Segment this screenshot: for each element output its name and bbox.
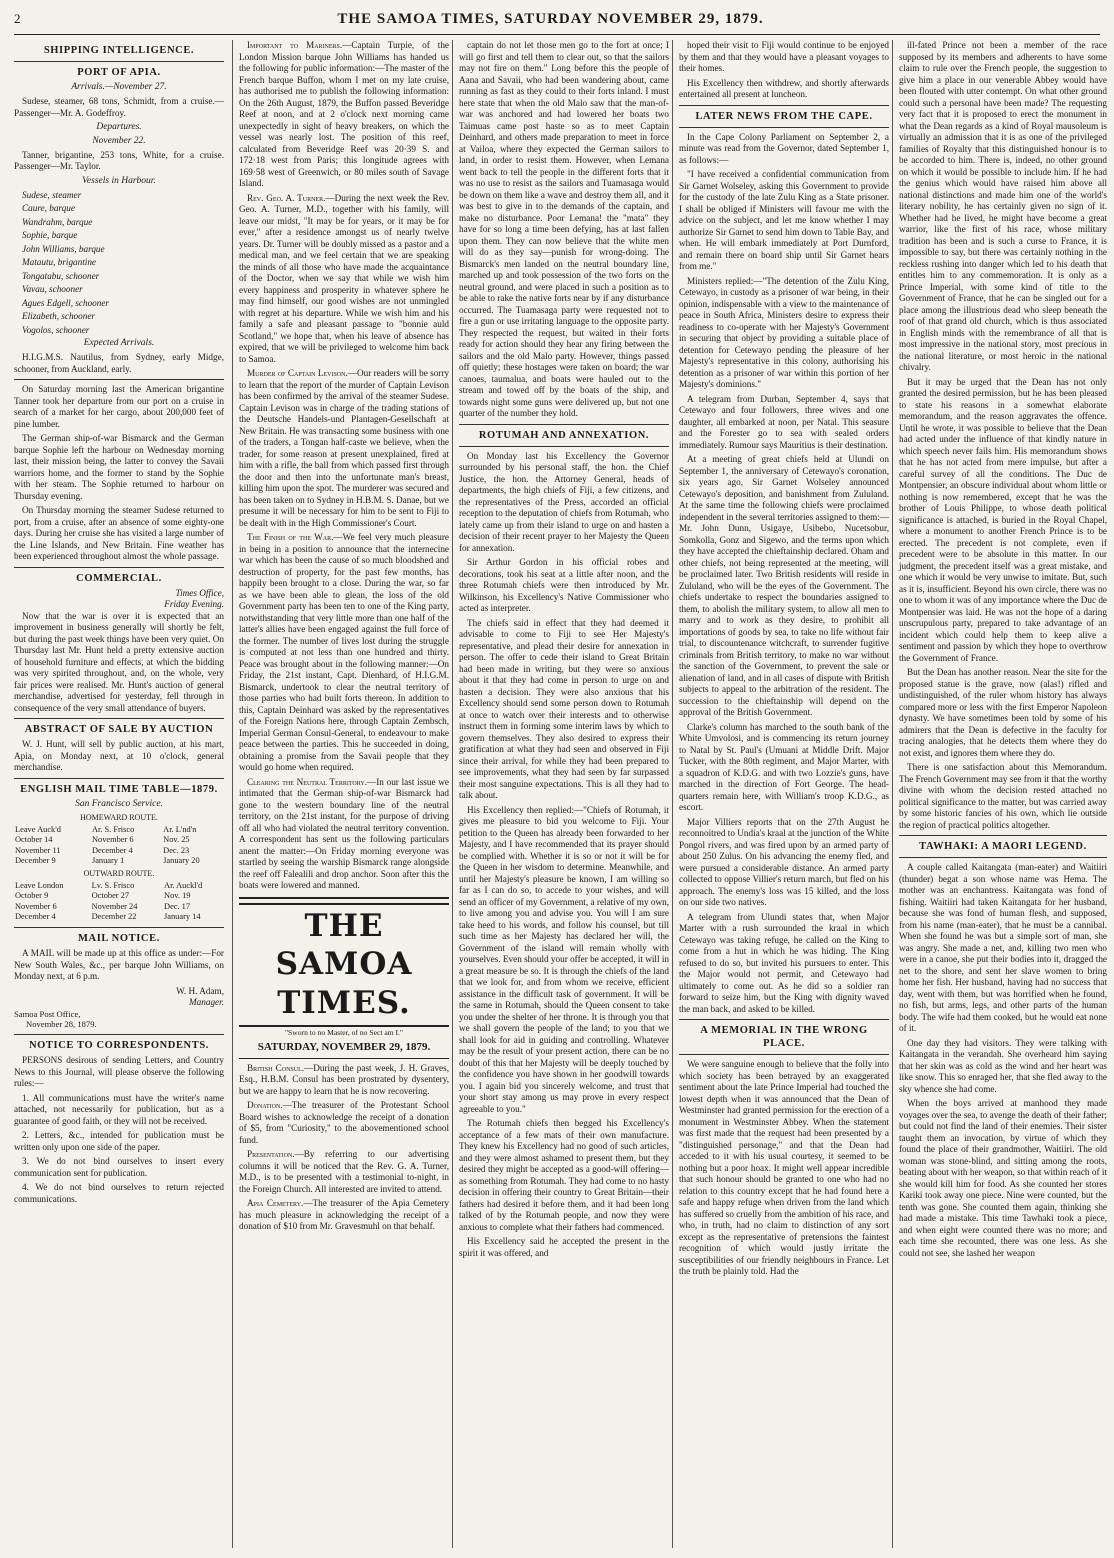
memorial-paragraph: ill-fated Prince not been a member of the race supposed by its members and adherents to have some claim to rule over the French people, the suggestion to give him a place in our venerable Abbey would have been flouted with utter contempt. On what other ground could such a personal have been made? The requesting very fact that it is proposed to erect the monument in what the Dean regards as a kind of Royal mausoleum is virtually an admission that it is as one of the privileged families of Royalty that this distinguished honour is to be accorded to him. There is, indeed, no other ground on which it would be possible to include him. If he had the genius which would have raised him above all national distinctions and made him one of the world's literary nobility, he has certainly given no sign of it. Whether had he lived, he might have become a great warrior, like the first of his race, whose military tradition has been and is such a curse to France, it is impossible to say, but there was certainly nothing in the reckless rushing into danger which led to his death that entitles him to any commemoration. It is only as a Prince Imperial, with some kind of title to the Government of France, that he can be singled out for a place among the illustrious dead who sleep beneath the roof of that grand old church, which is thus associated in English minds with the remembrance of all that is most impressive in the national story, most precious in the national literature, or most heroic in the national chivalry. [899, 40, 1107, 372]
column-2 [232, 40, 449, 1548]
shipping-heading: SHIPPING INTELLIGENCE. [43, 45, 195, 56]
donation-heading: Donation. [247, 1100, 283, 1111]
running-title: THE SAMOA TIMES, SATURDAY NOVEMBER 29, 1879. [337, 10, 764, 27]
table-cell: Nov. 25 [163, 835, 190, 845]
homeward-route: HOMEWARD ROUTE. [80, 812, 158, 822]
correspondents-intro: PERSONS desirous of sending Letters, and Country News to this Journal, will please observe the following rules:— [14, 1055, 224, 1089]
turner-text: —During the next week the Rev. Geo. A. Turner, M.D., together with his family, will leave our midst, "It may be for years, or it may be for ever," after a residence amongst us of nearly twelve years. Dr. Turner will be doubly missed as a pastor and a medical man, and we feel certain that we are speaking the minds of all those who have made the acquaintance of the Doctor, when we say that while we wish him every happiness and prosperity in whatever sphere he may find himself, our good wishes are not unmingled with regret at his departure. While we wish him and his family a safe and pleasant passage to "bonnie auld Scotland," we hope that, when his leave of absence has expired, that we will be privileged to welcome him back to Samoa. [239, 192, 449, 364]
masthead-date: SATURDAY, NOVEMBER 29, 1879. [239, 1041, 449, 1059]
rotumah-paragraph: His Excellency said he accepted the present in the spirit it was offered, and [459, 1236, 669, 1258]
masthead-motto: "Sworn to no Master, of no Sect am I." [284, 1027, 404, 1037]
table-header-cell: Leave Auck'd [15, 824, 61, 834]
vessel-item: Sudese, steamer [22, 189, 82, 200]
table-cell: December 22 [91, 912, 137, 922]
table-cell: October 9 [15, 891, 49, 901]
mariners-heading: Important to Mariners. [247, 40, 343, 50]
mail-notice-title: Manager. [189, 997, 224, 1007]
table-cell: November 24 [91, 901, 138, 911]
rotumah-heading: ROTUMAH AND ANNEXATION. [478, 429, 650, 441]
table-header-cell: Ar. L'nd'n [163, 824, 197, 834]
table-row [14, 856, 224, 867]
donation-text: —The treasurer of the Protestant School Board wishes to acknowledge the receipt of a donation of $5, from "Curiosity," to the abovementioned school fund. [239, 1100, 449, 1145]
presentation-text: —By referring to our advertising columns it will be noticed that the Rev. G. A. Turner, M.D., is to be presented with a testimonial to-night, in the Foreign Church. All interested are invited to attend. [239, 1149, 449, 1194]
vessels-heading: Vessels in Harbour. [82, 175, 156, 186]
departures-heading: Departures. [96, 122, 142, 133]
cape-paragraph: Clarke's column has marched to the south bank of the White Umvolosi, and is commencing its return journey to Natal by St. Paul's (Umuani at Middle Drift. Major Tucker, with the 80th regiment, and Major Marter, with a squadron of K.D.G. and with two Lozzie's guns, have marched in the direction of Fort George. The head-quarters remain here, with William's troop K.D.G., as escort. [679, 721, 889, 813]
outward-route: OUTWARD ROUTE. [83, 868, 155, 878]
tawhaki-paragraph: One day they had visitors. They were talking with Kaitangata in the verandah. She overheard him saying that her skin was as cold as the wind and her heart was like snow. This so enraged her, that she fled away to the sky whence she had come. [899, 1037, 1107, 1094]
cape-paragraph: A telegram from Durban, September 4, says that Cetewayo and four followers, three wives and one daughter, all embarked at noon, per Natal. This seasure and the Forester go to sea with sealed orders immediately. Rumour says Mauritius is their destination. [679, 393, 889, 450]
table-header-cell: Leave London [15, 880, 64, 890]
cape-heading: LATER NEWS FROM THE CAPE. [695, 110, 873, 122]
expected-text: H.I.G.M.S. Nautilus, from Sydney, early Midge, schooner, from Auckland, early. [14, 352, 224, 374]
table-row [14, 846, 224, 857]
table-cell: November 11 [15, 845, 61, 855]
auction-heading: ABSTRACT OF SALE BY AUCTION [24, 724, 214, 736]
vessel-item: Elizabeth, schooner [22, 311, 95, 322]
table-cell: Nov. 19 [164, 891, 191, 901]
shipping-paragraph: On Saturday morning last the American brigantine Tanner took her departure from our port on a cruise in search of a market for her cargo, about 200,000 feet of pine lumber. [14, 384, 224, 429]
correspondents-rule: 3. We do not bind ourselves to insert every communication sent for publication. [14, 1156, 224, 1178]
murder-heading: Murder of Captain Levison. [247, 368, 348, 378]
commercial-office: Times Office, [175, 587, 224, 598]
mail-notice-heading: MAIL NOTICE. [78, 932, 160, 944]
cape-paragraph: At a meeting of great chiefs held at Ulundi on September 1, the anniversary of Cetewayo's coronation, six years ago, Sir Garnet Wolseley announced Cetewayo's deposition, and banishment from Zululand. At the same time the following chiefs were proclaimed independent in the several territories assigned to them:—Mr. John Dunn, Usigaye, Usibebo, Nucetsobur, Somkolla, Gonz and Sigewo, and the terms upon which they have accepted the chieftainship declared. Oham and other chiefs, not being represented at the meeting, will be proclaimed later. Two British residents will reside in Zululand, who will be the eyes of the Government. The chiefs undertake to respect the boundaries assigned to them, to abolish the military system, to allow all men to marry and to work as they desire, to prohibit all importations of goods by sea, to take no life without fair trial, to discountenance witchcraft, to surrender fugitive criminals from British territory, to make no war without the sanction of the Government, to prevent the sale or alienation of land, and in all cases of dispute with British subjects to appeal to the arbitration of the resident. The succession to the chieftainship will depend on the approval of the British Government. [679, 454, 889, 718]
table-header-cell: Lv. S. Frisco [91, 880, 135, 890]
arrivals-heading: Arrivals.—November 27. [71, 82, 167, 93]
cemetery-heading: Apia Cemetery. [247, 1198, 304, 1209]
table-header-row [14, 881, 224, 892]
departures-date: November 22. [92, 136, 146, 146]
page-number: 2 [14, 11, 21, 26]
vessel-item: Caure, barque [22, 203, 75, 214]
memorial-paragraph: But the Dean has another reason. Near the site for the proposed statue is the grave, now (alas!) rifled and undistinguished, of the ruler whom history has always compared more or less with the first Emperor Napoleon dynasty. We have sometimes been told by some of his admirers that the Dean is defective in the faculty for tracing analogies, that he detects them where they do not exist, and ignores them where they do. [899, 667, 1107, 758]
commercial-text: Now that the war is over it is expected that an improvement in business generally will shortly be felt, but during the past week things have been very quiet. On Thursday last Mr. Hunt held a pretty extensive auction of household furniture and effects, at which the bidding was very spirited throughout, and, on the whole, very fair prices were realised. Mr. Hunt's auction of general merchandise, advertised for yesterday, fell through in consequence of the very small attendance of buyers. [14, 610, 224, 713]
correspondents-rule: 1. All communications must have the writer's name attached, not necessarily for publication, but as a guarantee of good faith, or they will not be received. [14, 1092, 224, 1126]
table-row [14, 912, 224, 923]
port-heading: PORT OF APIA. [77, 67, 161, 79]
vessel-item: Vogolos, schooner [22, 324, 90, 335]
table-row [14, 891, 224, 902]
expected-heading: Expected Arrivals. [83, 338, 155, 349]
homeward-table [14, 825, 224, 867]
consul-heading: British Consul. [247, 1062, 305, 1073]
table-cell: Dec. 17 [164, 901, 191, 911]
table-cell: December 4 [15, 912, 56, 922]
table-cell: January 1 [91, 856, 125, 866]
memorial-heading: A MEMORIAL IN THE WRONG PLACE. [700, 1025, 868, 1050]
table-cell: November 6 [91, 835, 134, 845]
table-header-cell: Ar. S. Frisco [91, 824, 135, 834]
vessels-list [14, 190, 224, 337]
vessel-item: Wandrahm, barque [22, 216, 93, 227]
rotumah-paragraph: Sir Arthur Gordon in his official robes and decorations, took his seat at a little after noon, and the three Rotumah chiefs were then introduced by Mr. Wilkinson, his Excellency's Native Commissioner who acted as interpreter. [459, 557, 669, 614]
rotumah-continued: hoped their visit to Fiji would continue to be enjoyed by them and that they would have a pleasant voyages to their homes. [679, 40, 889, 73]
vessel-item: Matautu, brigantine [22, 257, 97, 268]
rotumah-paragraph: His Excellency then replied:—"Chiefs of Rotumah, it gives me pleasure to bid you welcome to Fiji. Your petition to the Queen has already been forwarded to her Majesty, and I have recommended that its prayer should be complied with. Whether it is so or not it will be for the Queen in her wisdom to determine. Meanwhile, and until her Majesty's pleasure be known, I am willing so far as I can do so, to accede to your wishes, and will send an officer of my Government, a relative of my own, to live among you and advise you. You will I am sure take heed to his words, and follow his counsel, but till such time as her Majesty has declared her will, the Government of the island will remain wholly with yourselves. Even should your offer be accepted, it will in a great measure be so. It is through the chiefs of the land that we look for, and from whom we receive, efficient assistance in the difficult task of government. It will be the same in Rotumah, should the Queen consent to take you under the shelter of her throne. It is through you that we shall govern the people of the land; to you that we shall look for aid in guiding and controlling. Whatever may be the result of your present action, there can be no doubt of this that her Majesty will be deeply touched by the confidence you have shown in her goodwill towards you. I again bid you sincerely welcome, and trust that your short stay among us may prove in every respect agreeable to you." [459, 804, 669, 1114]
table-cell: October 27 [91, 891, 130, 901]
masthead-title: THE SAMOA TIMES. [239, 903, 449, 1027]
clearing-text: —In our last issue we intimated that the German ship-of-war Bismarck had gone to the western boundary line of the neutral territory, on the 21st instant, for the purpose of driving off all who had violated the neutral territory convention. A correspondent has sent us the following particulars anent the matter:—On Friday morning everyone was startled by seeing the warship Bismarck range alongside the reef off Falealili and drop anchor. Soon after this the boats were lowered and manned. [239, 776, 449, 890]
auction-text: W. J. Hunt, will sell by public auction, at his mart, Apia, on Monday next, at 10 o'clock, general merchandise. [14, 739, 224, 773]
cape-paragraph: In the Cape Colony Parliament on September 2, a minute was read from the Governor, dated September 1, as follows:— [679, 131, 889, 165]
cape-paragraph: A telegram from Ulundi states that, when Major Marter with a rush surrounded the kraal in which Cetewayo was taking refuge, he called on the King to come from a hut in which he was hiding. The King refused to do so, but invited his pursuers to enter. This the Major would not permit, and Cetewayo had ultimately to come out. As he did so a soldier ran forward to seize him, but the King with dignity waved the man back, and asked to be killed. [679, 911, 889, 1014]
cape-paragraph: Ministers replied:—"The detention of the Zulu King, Cetewayo, in custody as a prisoner of war being, in their opinion, indispensable with a view to the maintenance of peace in South Africa, Ministers desire to express their readiness to co-operate with her Majesty's Government in securing that object by providing a suitable place of detention for Cetewayo pending the pleasure of her Majesty's representative in this colony, authorising his detention as a prisoner of war within this portion of her Majesty's dominions." [679, 275, 889, 390]
post-office-date: November 28, 1879. [26, 1019, 97, 1030]
column-1 [14, 40, 224, 1548]
murder-text: —Our readers will be sorry to learn that the report of the murder of Captain Levison has been confirmed by the arrival of the steamer Sudese. Captain Levison was in charge of the trading stations of the Deutsche Handels-und Plantagen-Gesellschaft at New Britain. He was transacting some business with one of the traders, a Tongan half-caste we believe, when the trader, for some reason at present unexplained, fired at him with a rifle, the ball from which passed first through the door and then into the unfortunate man's breast, killing him upon the spot. The murderer was secured and has been taken on to Sydney in H.B.M. S. Danae, but we presume it will be necessary for him to be sent to Fiji to be dealt with in the High Commissioner's Court. [239, 368, 449, 528]
post-office: Samoa Post Office, [14, 1008, 81, 1019]
mail-table-heading: ENGLISH MAIL TIME TABLE—1879. [20, 783, 218, 795]
memorial-paragraph: There is one satisfaction about this Memorandum. The French Government may see from it that the worthy divine with whom the decision rested attached no political significance to the matter, but was carried away by some historic fancies of his own, which lie outside the region of practical politics altogether. [899, 762, 1107, 830]
commercial-day: Friday Evening. [164, 599, 224, 610]
vessel-item: Vavau, schooner [22, 284, 83, 295]
column-5 [892, 40, 1107, 1548]
tawhaki-paragraph: When the boys arrived at manhood they made voyages over the sea, to avenge the death of their father; but could not find the land of their enemies. Their sister taught them an invocation, by virtue of which they found the place of their grandmother, Waitiiri. The old woman was stone-blind, and sitting among the roots, beating about with her weapon, so that within reach of it she would kill him for food. As she counted her stores Kariki took away one piece. Nine were counted, but the tenth was gone. She counted them again, thinking she had made a mistake. This time Tawhaki took a piece, and when eight were counted there was no more; and each time she recounted, there was one less. As she could not see, she lashed her weapon [899, 1098, 1107, 1258]
consul-text: —During the past week, J. H. Graves, Esq., H.B.M. Consul has been prostrated by dysentery, but we are happy to learn that he is now recovering. [239, 1062, 449, 1096]
vessel-item: Tongatabu, schooner [22, 270, 100, 281]
finish-text: —We feel very much pleasure in being in a position to announce that the internecine war which has been the cause of so much bloodshed and destruction of property, for the past few months, has happily been brought to a close. During the war, so far as we have been able to glean, the loss of the old Government party has been ten to one of the King party, notwithstanding that very little more than one half of the latter's allies have been engaged against the full force of the former. The number of lives lost during the struggle is computed at not less than one hundred and thirty. Peace was brought about in the following manner:—On Friday, the 21st instant, Capt. Dienhard, of H.I.G.M. Bismarck, undertook to clear the neutral territory of those parties who had built forts thereon. In addition to this, Captain Deinhard was asked by the representatives of the Foreign Nations here, through Captain Zembsch, Imperial German Consul-General, to endeavour to make peace between the parties. This he succeeded in doing, obtaining a promise from the Savaii people that they would go home when required. [239, 532, 449, 772]
mail-notice-signature: W. H. Adam, [176, 985, 224, 996]
memorial-paragraph: We were sanguine enough to believe that the folly into which society has been betrayed by an exaggerated sentiment about the late Prince Imperial had touched the lowest depth when it was announced that the Dean of Westminster had granted permission for the erection of a monument in Westminster Abbey. When the statement was first made that the request had been presented by a "distinguished personage," and that the Dean had acceded to it with his usual courtesy, it seemed to be nothing but a poor hoax. It might well appear incredible that such honour should be granted to one who had no relation to this country except that he had found here a safe and happy refuge when driven from the land which has suffered so cruelly from the ambition of his race, and who, in truth, had no claim to distinction of any sort except as the representative of pretensions the faintest recognition of which would justly irritate the susceptibilities of our friendly neighbours in France. Let the truth be plainly told. Had the [679, 1059, 889, 1277]
table-header-row [14, 825, 224, 836]
finish-heading: The Finish of the War. [247, 532, 334, 542]
commercial-heading: COMMERCIAL. [76, 572, 162, 584]
mail-service: San Francisco Service. [75, 799, 163, 809]
table-row [14, 902, 224, 913]
memorial-paragraph: But it may be urged that the Dean has not only granted the desired permission, but he has been pleased to state his reasons in a somewhat elaborate memorandum, and the reason aggravates the offence. Until he wrote, it was possible to believe that the Dean had acted under the influence of that kindly nature in which speech never fails him. His memorandum shows that he has not acted from mere impulse, but after a careful survey of all the conditions. The Duc de Montpensier, an obscure individual about whom little or nothing is now remembered, except that he was the brother of Louis Philippe, to whose death political significance is attached, is buried in the Royal Chapel, where a monument to another French Prince is to be erected. The precedent is not complete, even if precedent were to be absolute in this matter. In our judgment, the precedent itself was a great mistake, and one which it would be very unwise to imitate. But, such as it is, insufficient. Beyond his own circle, there was no one to whom it was of any importance where the Duc de Montpensier was laid. He was not the hope of a daring unscrupulous party, prepared to take advantage of an incident which could help them to keep alive a sentiment and passion by which they hope to overthrow the Government of France. [899, 376, 1107, 663]
shipping-paragraph: The German ship-of-war Bismarck and the German barque Sophie left the harbour on Wednesday morning last, their mission being, the latter to convey the Savaii warriors home, and the former to stand by the Sophie with her steam. The Sophie returned to harbour on Thursday evening. [14, 433, 224, 501]
table-header-cell: Ar. Auckl'd [164, 880, 203, 890]
table-row [14, 835, 224, 846]
running-header [14, 4, 1100, 35]
cape-paragraph: Major Villiers reports that on the 27th August he reconnoitred to Undia's kraal at the junction of the White Pongol rivers, and was fired upon by an armed party of about 250 Zulus. On his advancing the enemy fled, and were pursued a considerable distance. An armed party collected to oppose Villier's return march, but fled on his approach. The enemy's loss was 15 killed, and the loss on our side two natives. [679, 816, 889, 908]
column-4 [672, 40, 889, 1548]
correspondents-rule: 2. Letters, &c., intended for publication must be written only upon one side of the paper. [14, 1130, 224, 1152]
vessel-item: Agues Edgell, schooner [22, 297, 110, 308]
vessel-item: John Williams, barque [22, 243, 105, 254]
clearing-continued: captain do not let those men go to the fort at once; I will go first and tell them to clear out, so that the sailors may not fire on them." Long before this the people of Aana and Savaii, who had been wandering about, came running as fast as they could to their forts inland. I must here state that when the old Malo saw that the man-of-war was anchored and had lowered her boats two Taimuas came post haste so as to meet Captain Deinhard, and others made preparation to meet in force at Vailoa, where they expected the German sailors to land, in order to resist them. However, when Lemana went back to tell the people in the different forts that it was no use to resist as the sailors and Tuamasaga would be down on them like a wave and destroy them all, and it was best to give in to the demands of the captain, and make no disturbance. Poor Lemana! the "mata" they have for so long a time been defying, has at last fallen upon them. They can now believe that the white men will do as they say—punish for wrong-doing. The Bismarck's men landed on the neutral boundary line, marched up and took possession of the two forts on the neutral ground, and were placed in such a position as to be able to rake the native forts near by if any disturbance occurred. The Tuamasaga party were requested not to fire a gun or use irritating language to the opposite party. They respected the request, but waited in their forts ready for action should they hear any firing between the sailors and the old Malo party. However, things passed off quietly; these hostages were taken on board; the war canoes, taumalua, and boats were hauled out to the stream and towed off by the boats of the ship, and towards night some guns were delivered up, but not one quarter of the number they hold. [459, 40, 669, 418]
outward-table [14, 881, 224, 923]
table-cell: November 6 [15, 901, 57, 911]
clearing-heading: Clearing the Neutral Territory. [247, 776, 368, 787]
arrivals-text: Sudese, steamer, 68 tons, Schmidt, from a cruise.—Passenger—Mr. A. Godeffroy. [14, 96, 224, 118]
mariners-text: —Captain Turpie, of the London Mission barque John Williams has handed us the following for public information:—The master of the French barque Buffon, whom I met on my late cruise, has authorised me to publish the following information: On the 26th August, 1879, the Buffon passed Beveridge Reef at noon, and at 2 o'clock next morning came unexpectedly in sight of heavy breakers, on which the vessel was nearly lost. The position of this reef, calculated from Beveridge Reef was 20·39 S. and 172·18 west from Paris; this longitude agrees with 169·58 west of Greenwich, or 80 miles south of Savage Island. [239, 40, 449, 188]
vessel-item: Sophie, barque [22, 230, 78, 241]
cemetery-text: —The treasurer of the Apia Cemetery has much pleasure in acknowledging the receipt of a donation of $10 from Mr. Gravesmuhl on that behalf. [239, 1198, 449, 1232]
cape-paragraph: "I have received a confidential communication from Sir Garnet Wolseley, asking this Government to provide for the custody of the late Zulu King as a State prisoner. I shall be obliged if Ministers will favour me with the advice on the subject, and let me know whether I may authorize Sir Garnet to send him down to Table Bay, and when. He will embark immediately at Port Durnford, and remain there on board ship until Sir Garnet hears from me." [679, 169, 889, 272]
column-3 [452, 40, 669, 1548]
table-cell: October 14 [15, 835, 53, 845]
rotumah-paragraph: The Rotumah chiefs then begged his Excellency's acceptance of a few mats of their own manufacture. They knew his Excellency had no good of such articles, and they were almost ashamed to present them, but they desired they might be accepted as a good-will offering—as something from Rotumah. They had come to no hasty decision in offering their country to Great Britain—their fathers had desired it before them, and it had been long talked of by the Rotumah people, and now they were anxious to complete what their fathers had commenced. [459, 1118, 669, 1232]
turner-heading: Rev. Geo. A. Turner. [247, 192, 326, 203]
rotumah-continued: His Excellency then withdrew, and shortly afterwards entertained all present at luncheon. [679, 77, 889, 99]
table-cell: December 4 [91, 845, 133, 855]
tawhaki-heading: TAWHAKI: A MAORI LEGEND. [919, 841, 1087, 852]
correspondents-heading: NOTICE TO CORRESPONDENTS. [28, 1039, 210, 1051]
mail-notice-text: A MAIL will be made up at this office as under:—For New South Wales, &c., per barque John Williams, on Monday next, at 6 p.m. [14, 948, 224, 981]
presentation-heading: Presentation. [247, 1149, 295, 1160]
shipping-paragraph: On Thursday morning the steamer Sudese returned to port, from a cruise, after an absence of some eighty-one days. During her cruise she has visited a large number of the Line Islands, and New Britain. Fine weather has been experienced throughout almost the whole passage. [14, 505, 224, 562]
rotumah-paragraph: The chiefs said in effect that they had deemed it advisable to come to Fiji to see Her Majesty's representative, and plead their desire for annexation in person. The offer to cede their island to Great Britain had been made in writing, but they were so anxious about it that they had come in person to urge on and hasten a decision. They were also anxious that his Excellency should send some person down to Rotumah at once to watch over their interests and to otherwise instruct them in forming some interim laws by which to govern themselves. They also desired to express their gratification at what they had seen and observed in Fiji since their arrival, for while they had been prepared to see improvements, what they had seen by far surpassed their most sanguine expectations. This is all they had to talk about. [459, 617, 669, 801]
table-cell: January 14 [164, 912, 201, 922]
departures-text: Tanner, brigantine, 253 tons, White, for a cruise. Passenger—Mr. Taylor. [14, 149, 224, 172]
table-cell: Dec. 23 [163, 845, 190, 855]
table-cell: December 9 [15, 856, 56, 866]
rotumah-paragraph: On Monday last his Excellency the Governor surrounded by his personal staff, the hon. the Chief Justice, the hon. the Attorney General, heads of departments, the high chiefs of Fiji, a few citizens, and the representatives of the Press, accorded an official reception to the deputation of chiefs from Rotumah, who lately came up from their island to urge on and hasten a decision of their recent prayer to her Majesty the Queen for annexation. [459, 450, 669, 553]
table-cell: January 20 [163, 856, 200, 866]
correspondents-rule: 4. We do not bind ourselves to return rejected communications. [14, 1182, 224, 1204]
tawhaki-paragraph: A couple called Kaitangata (man-eater) and Waitiiri (thunder) begat a son whose name was Hema. The mother was an enchantress. Kaitangata was fond of fishing. Waitiiri had taken Kaitangata for her husband, because she was fond of human flesh, and supposed, from his name (man-eater), that he must be a cannibal. When she found he was but a simple sort of man, she was angry. She made a net, and, killing two men who were in a canoe, she put their bodies into it, dragged the net to the shore, and sent her slave women to bring home her fish. Her husband, having had no success that day, went with them, but was horrified when he found, no fish, but arms, legs, and other parts of the human body. The wife had them cooked, but he would eat none of it. [899, 862, 1107, 1034]
